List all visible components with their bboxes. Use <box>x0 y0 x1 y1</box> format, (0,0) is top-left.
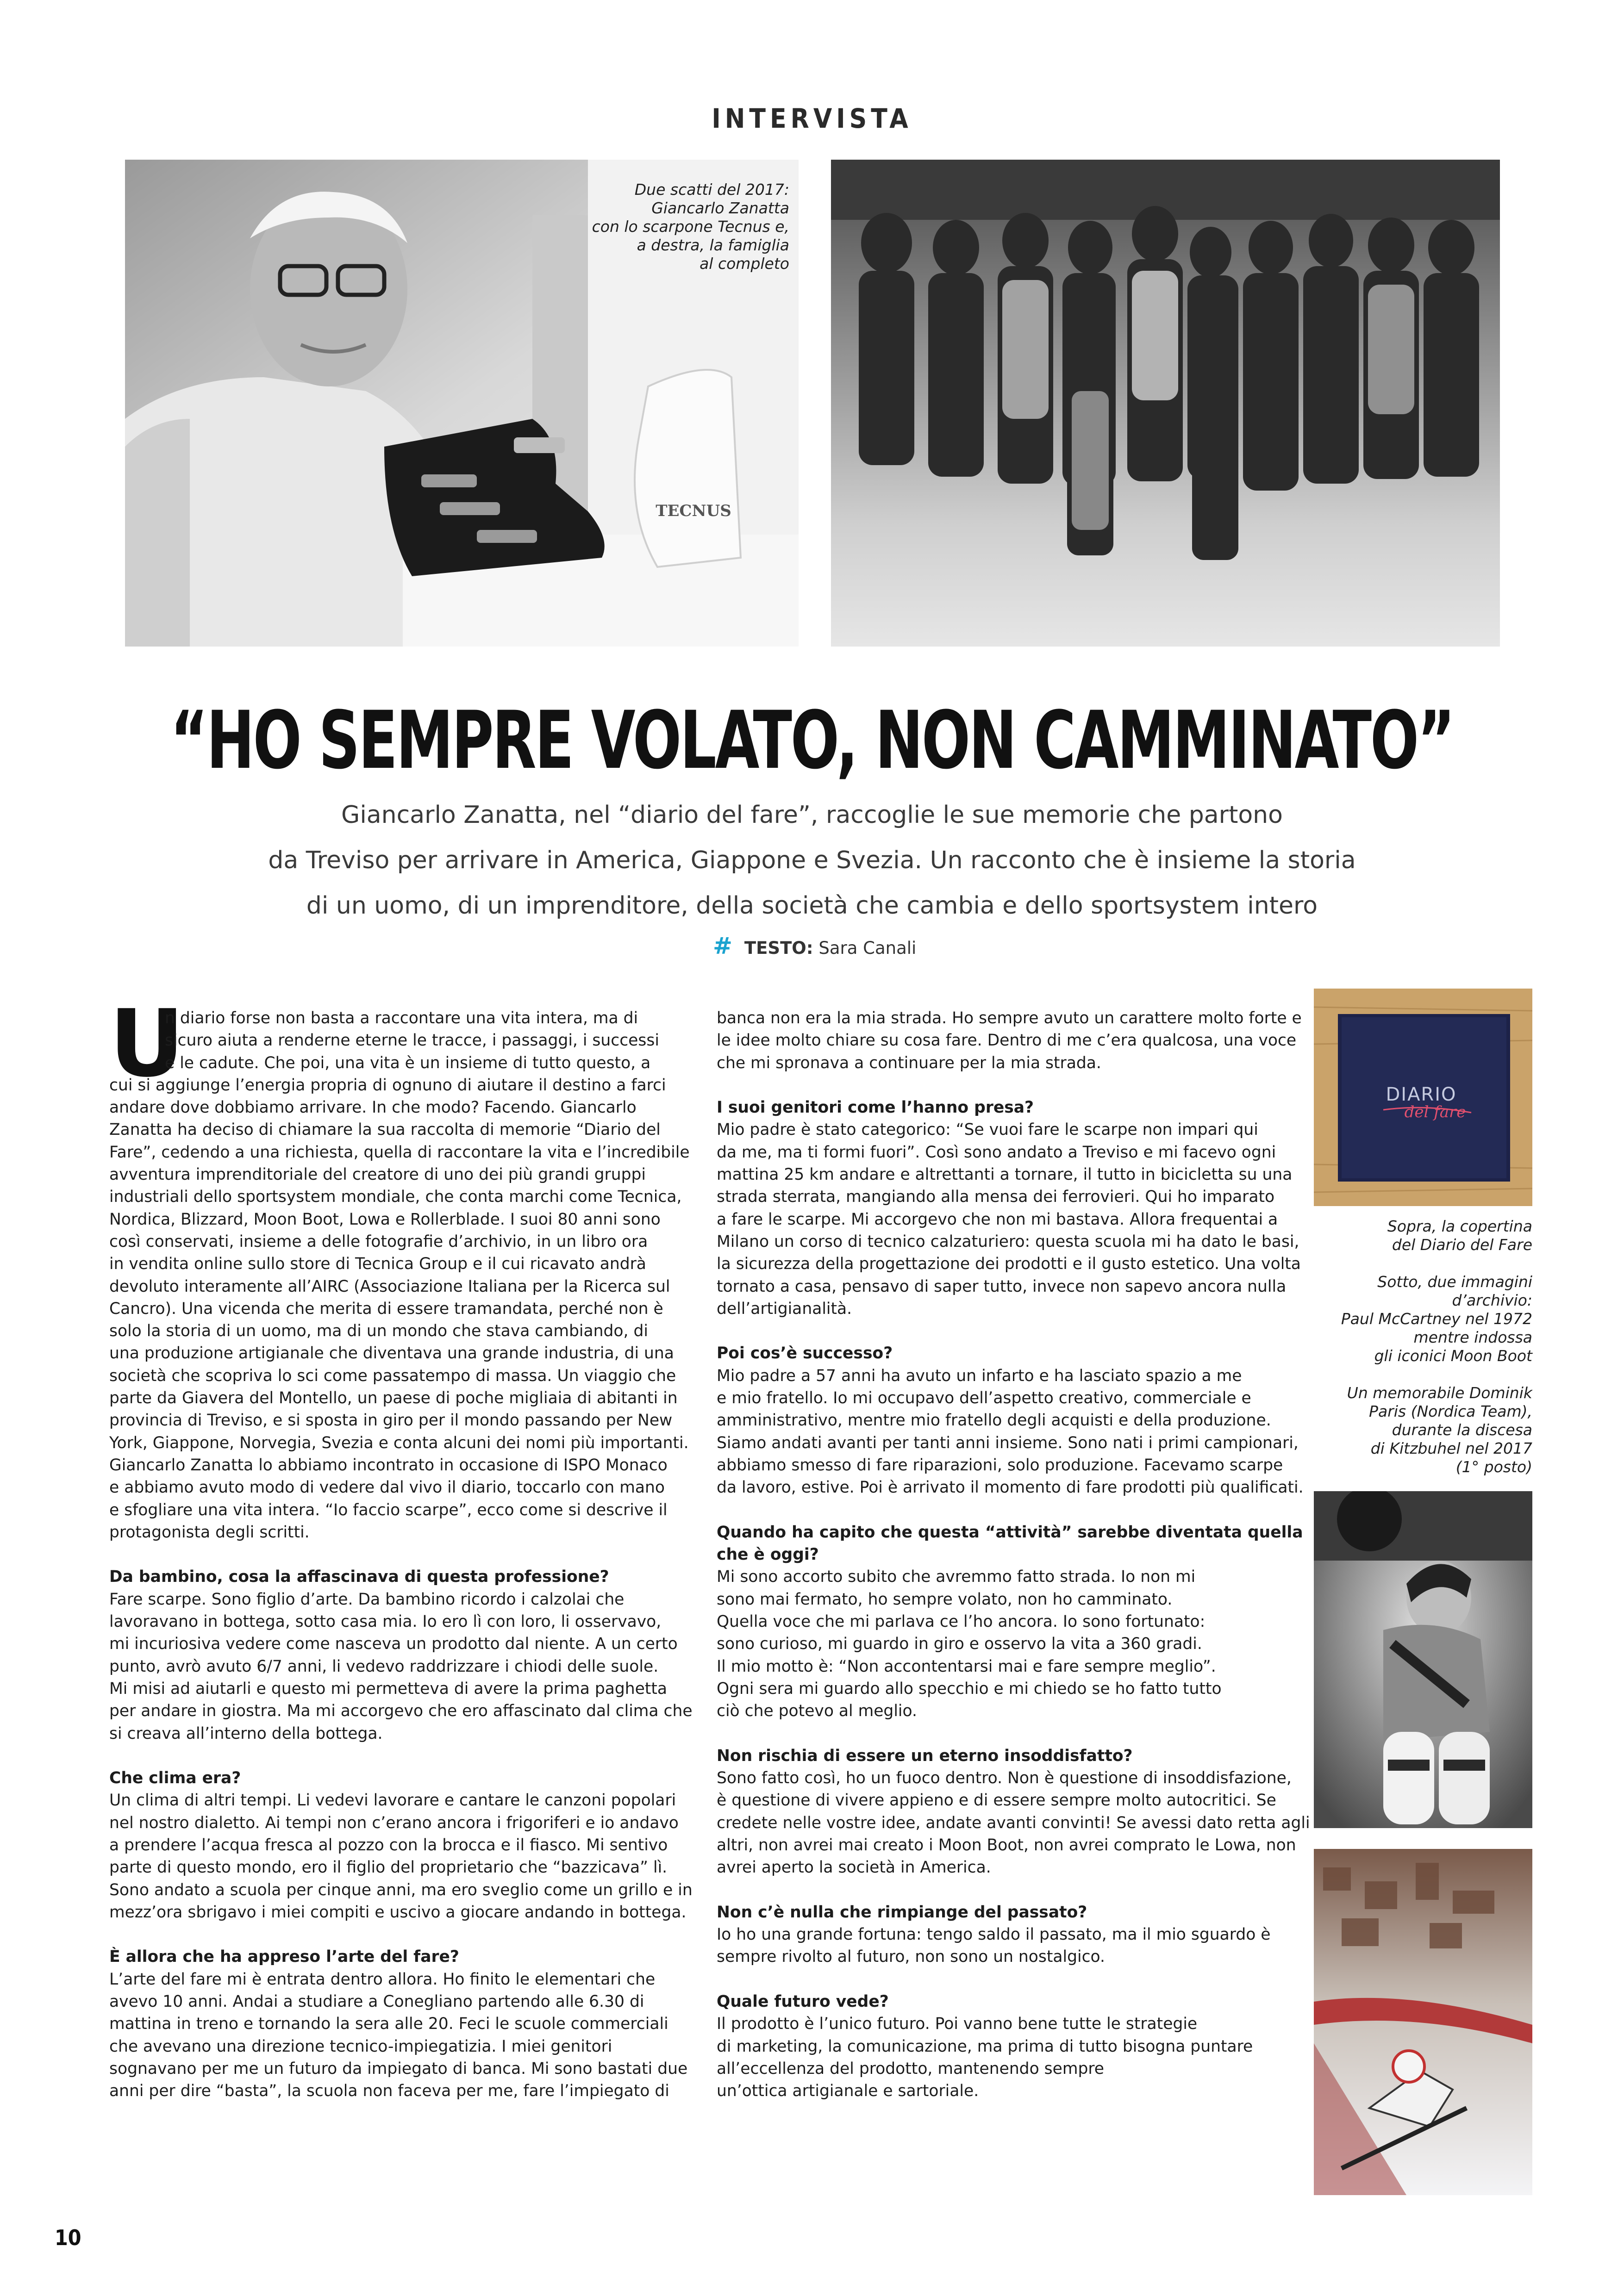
subtitle-line: da Treviso per arrivare in America, Giappone e Svezia. Un racconto che è insieme la storia <box>268 846 1356 874</box>
body-text-line: Il mio motto è: “Non accontentarsi mai e fare sempre meglio”. <box>717 1657 1216 1676</box>
photo-caption-line: Due scatti del 2017: <box>634 180 789 199</box>
body-text-line: andare dove dobbiamo arrivare. In che modo? Facendo. Giancarlo <box>109 1098 637 1117</box>
body-text-line: Mi sono accorto subito che avremmo fatto strada. Io non mi <box>717 1568 1196 1587</box>
body-text-line: avevo 10 anni. Andai a studiare a Conegliano partendo alle 6.30 di <box>109 1992 644 2011</box>
body-text-line: che mi spronava a continuare per la mia strada. <box>717 1053 1101 1072</box>
body-text-line: sicuro aiuta a renderne eterne le tracce, i passaggi, i successi <box>165 1031 659 1050</box>
paragraph-gap <box>109 1745 693 1767</box>
body-text-line: banca non era la mia strada. Ho sempre avuto un carattere molto forte e <box>717 1009 1302 1027</box>
book-title: DIARIO <box>1386 1084 1457 1105</box>
photo-paul-mccartney <box>1314 1491 1532 1828</box>
body-text-line: York, Giappone, Norvegia, Svezia e conta alcuni dei nomi più importanti. <box>109 1433 689 1452</box>
body-text-line: solo la storia di un uomo, ma di un mondo che stava cambiando, di <box>109 1322 648 1341</box>
sidebar-caption-line: Paul McCartney nel 1972 <box>1341 1310 1532 1328</box>
interview-question: Quando ha capito che questa “attività” sarebbe diventata quella <box>717 1523 1303 1542</box>
photo-dominik-paris-kitzbuhel <box>1314 1849 1532 2195</box>
body-text-line: Sono fatto così, ho un fuoco dentro. Non è questione di insoddisfazione, <box>717 1769 1292 1788</box>
body-text-line: sempre rivolto al futuro, non sono un nostalgico. <box>717 1948 1106 1966</box>
body-text-line: sognavano per me un futuro da impiegato di banca. Mi sono bastati due <box>109 2059 688 2078</box>
body-text-line: da lavoro, estive. Poi è arrivato il momento di fare prodotti più qualificati. <box>717 1478 1304 1497</box>
body-text-line: mi incuriosiva vedere come nasceva un prodotto dal niente. A un certo <box>109 1635 678 1654</box>
body-text-line: così conservati, insieme a delle fotografie d’archivio, in un libro ora <box>109 1232 648 1251</box>
sidebar-caption-line: durante la discesa <box>1392 1421 1532 1439</box>
body-text-line: e mio fratello. Io mi occupavo dell’aspetto creativo, commerciale e <box>717 1389 1251 1408</box>
photo-family <box>831 160 1500 647</box>
body-text-line: la sicurezza della progettazione dei prodotti e il gusto estetico. Una volta <box>717 1255 1301 1274</box>
body-text-line: Mio padre a 57 anni ha avuto un infarto e ha lasciato spazio a me <box>717 1366 1242 1385</box>
body-text-line: altri, non avrei mai creato i Moon Boot, non avrei comprato le Lowa, non <box>717 1836 1296 1854</box>
interview-question: Non rischia di essere un eterno insoddisfatto? <box>717 1746 1133 1765</box>
body-text-line: Siamo andati avanti per tanti anni insieme. Sono nati i primi campionari, <box>717 1433 1299 1452</box>
sidebar-caption-line: Sotto, due immagini <box>1377 1273 1532 1291</box>
body-text-line: avrei aperto la società in America. <box>717 1858 991 1877</box>
body-text-line: strada sterrata, mangiando alla mensa dei ferrovieri. Qui ho imparato <box>717 1188 1275 1207</box>
body-text-line: credete nelle vostre idee, andate avanti convinti! Se avessi dato retta agli <box>717 1813 1310 1832</box>
paragraph-gap <box>717 1074 1300 1096</box>
interview-question: che è oggi? <box>717 1545 819 1564</box>
interview-question: Poi cos’è successo? <box>717 1344 893 1363</box>
body-text-line: a fare le scarpe. Mi accorgevo che non mi bastava. Allora frequentai a <box>717 1210 1278 1229</box>
body-text-line: Sono andato a scuola per cinque anni, ma ero sveglio come un grillo e in <box>109 1880 693 1899</box>
body-text-line: Il prodotto è l’unico futuro. Poi vanno bene tutte le strategie <box>717 2015 1198 2034</box>
paragraph-gap <box>717 1499 1300 1521</box>
interview-question: Che clima era? <box>109 1769 241 1788</box>
body-text-line: industriali dello sportsystem mondiale, che conta marchi come Tecnica, <box>109 1188 682 1207</box>
headline: “HO SEMPRE VOLATO, NON CAMMINATO” <box>170 694 1454 787</box>
interview-question: Quale futuro vede? <box>717 1992 889 2011</box>
hash-icon: # <box>713 933 732 959</box>
caption-gap <box>1296 1365 1532 1384</box>
article-column-left <box>109 990 693 2103</box>
subtitle-line: Giancarlo Zanatta, nel “diario del fare”, raccoglie le sue memorie che partono <box>341 801 1283 829</box>
body-text-line: in vendita online sullo store di Tecnica Group e il cui ricavato andrà <box>109 1255 646 1274</box>
drop-cap: U <box>109 990 185 1098</box>
body-text-line: un’ottica artigianale e sartoriale. <box>717 2082 979 2101</box>
sidebar-caption-line: mentre indossa <box>1413 1328 1532 1346</box>
body-text-line: provincia di Treviso, e si sposta in giro per il mondo passando per New <box>109 1411 673 1430</box>
body-text-line: L’arte del fare mi è entrata dentro allora. Ho finito le elementari che <box>109 1970 656 1989</box>
body-text-line: le idee molto chiare su cosa fare. Dentro di me c’era qualcosa, una voce <box>717 1031 1297 1050</box>
page-number: 10 <box>55 2225 81 2250</box>
body-text-line: all’eccellenza del prodotto, mantenendo sempre <box>717 2059 1105 2078</box>
paragraph-gap <box>717 1723 1300 1745</box>
photo-book-cover <box>1314 989 1532 1206</box>
body-text-line: a prendere l’acqua fresca al pozzo con la brocca e il fiasco. Mi sentivo <box>109 1836 668 1854</box>
section-label: INTERVISTA <box>712 103 912 134</box>
body-text-line: Un clima di altri tempi. Li vedevi lavorare e cantare le canzoni popolari <box>109 1791 676 1810</box>
paragraph-gap <box>109 1543 693 1566</box>
sidebar-caption-line: Paris (Nordica Team), <box>1369 1402 1532 1420</box>
body-text-line: società che scopriva lo sci come passatempo di massa. Un viaggio che <box>109 1366 676 1385</box>
photo-caption-line: al completo <box>700 255 789 273</box>
body-text-line: punto, avrò avuto 6/7 anni, li vedevo raddrizzare i chiodi delle suole. <box>109 1657 659 1676</box>
paragraph-gap <box>717 1879 1300 1901</box>
interview-question: È allora che ha appreso l’arte del fare? <box>109 1948 459 1966</box>
body-text-line: Fare”, cedendo a una richiesta, quella di raccontare la vita e l’incredibile <box>109 1143 690 1162</box>
body-text-line: lavoravano in bottega, sotto casa mia. Io ero lì con loro, li osservavo, <box>109 1612 662 1631</box>
body-text-line: parte da Giavera del Montello, un paese di poche migliaia di abitanti in <box>109 1389 678 1408</box>
body-text-line: devoluto interamente all’AIRC (Associazione Italiana per la Ricerca sul <box>109 1277 670 1296</box>
author-credit <box>713 933 916 959</box>
body-text-line: di marketing, la comunicazione, ma prima di tutto bisogna puntare <box>717 2037 1253 2056</box>
body-text-line: amministrativo, mentre mio fratello degli acquisti e della produzione. <box>717 1411 1271 1430</box>
paragraph-gap <box>717 1968 1300 1991</box>
photo-caption-line: Giancarlo Zanatta <box>651 199 789 217</box>
body-text-line: da me, ma ti formi fuori”. Così sono andato a Treviso e mi facevo ogni <box>717 1143 1276 1162</box>
boot-lettering: TECNUS <box>656 502 731 520</box>
body-text-line: sono mai fermato, ho sempre volato, non ho camminato. <box>717 1590 1173 1609</box>
body-text-line: Io ho una grande fortuna: tengo saldo il passato, ma il mio sguardo è <box>717 1925 1271 1944</box>
photo-caption-line: a destra, la famiglia <box>637 236 789 254</box>
photo-caption <box>556 180 789 273</box>
body-text-line: Milano un corso di tecnico calzaturiero: questa scuola mi ha dato le basi, <box>717 1232 1299 1251</box>
body-text-line: n diario forse non basta a raccontare una vita intera, ma di <box>165 1009 638 1027</box>
body-text-line: e abbiamo avuto modo di vedere dal vivo il diario, toccarlo con mano <box>109 1478 665 1497</box>
body-text-line: Nordica, Blizzard, Moon Boot, Lowa e Rollerblade. I suoi 80 anni sono <box>109 1210 661 1229</box>
body-text-line: Giancarlo Zanatta lo abbiamo incontrato in occasione di ISPO Monaco <box>109 1456 668 1475</box>
sidebar-caption-line: Un memorabile Dominik <box>1347 1384 1532 1402</box>
paragraph-gap <box>109 1923 693 1946</box>
sidebar-caption-line: del Diario del Fare <box>1392 1236 1532 1254</box>
body-text-line: abbiamo smesso di fare riparazioni, solo produzione. Facevamo scarpe <box>717 1456 1283 1475</box>
body-text-line: Cancro). Una vicenda che merita di essere tramandata, perché non è <box>109 1299 663 1318</box>
body-text-line: Mi misi ad aiutarli e questo mi permetteva di avere la prima paghetta <box>109 1679 668 1698</box>
body-text-line: che avevano una direzione tecnico-impiegatizia. I miei genitori <box>109 2037 612 2056</box>
body-text-line: si creava all’interno della bottega. <box>109 1724 383 1743</box>
sidebar-caption-line: gli iconici Moon Boot <box>1374 1347 1532 1365</box>
body-text-line: Quella voce che mi parlava ce l’ho ancora. Io sono fortunato: <box>717 1612 1206 1631</box>
body-text-line: avventura imprenditoriale del creatore di uno dei più grandi gruppi <box>109 1165 646 1184</box>
body-text-line: anni per dire “basta”, la scuola non faceva per me, fare l’impiegato di <box>109 2082 669 2101</box>
body-text-line: protagonista degli scritti. <box>109 1523 310 1542</box>
interview-question: Da bambino, cosa la affascinava di questa professione? <box>109 1568 609 1587</box>
body-text-line: dell’artigianalità. <box>717 1299 852 1318</box>
body-text-line: Zanatta ha deciso di chiamare la sua raccolta di memorie “Diario del <box>109 1120 661 1139</box>
subtitle-line: di un uomo, di un imprenditore, della società che cambia e dello sportsystem intero <box>306 892 1318 920</box>
body-text-line: Fare scarpe. Sono figlio d’arte. Da bambino ricordo i calzolai che <box>109 1590 625 1609</box>
body-text-line: ciò che potevo al meglio. <box>717 1702 917 1721</box>
body-text-line: una produzione artigianale che diventava una grande industria, di una <box>109 1344 674 1363</box>
sidebar-caption <box>1296 1217 1532 1476</box>
subtitle <box>139 792 1485 928</box>
body-text-line: sono curioso, mi guardo in giro e osservo la vita a 360 gradi. <box>717 1635 1202 1654</box>
sidebar-caption-line: di Kitzbuhel nel 2017 <box>1370 1439 1532 1457</box>
paragraph-gap <box>717 1320 1300 1342</box>
body-text-line: per andare in giostra. Ma mi accorgevo che ero affascinato dal clima che <box>109 1702 693 1721</box>
sidebar-caption-line: Sopra, la copertina <box>1387 1217 1532 1235</box>
body-text-line: mezz’ora sbrigavo i miei compiti e uscivo a giocare andando in bottega. <box>109 1903 687 1922</box>
caption-gap <box>1296 1254 1532 1273</box>
body-text-line: Ogni sera mi guardo allo specchio e mi chiedo se ho fatto tutto <box>717 1679 1222 1698</box>
body-text-line: tornato a casa, pensavo di saper tutto, invece non sapevo ancora nulla <box>717 1277 1287 1296</box>
body-text-line: e le cadute. Che poi, una vita è un insieme di tutto questo, a <box>165 1053 651 1072</box>
sidebar-caption-line: d’archivio: <box>1452 1291 1532 1309</box>
credit-author: Sara Canali <box>818 938 917 958</box>
sidebar-caption-line: (1° posto) <box>1455 1458 1532 1476</box>
article-column-right <box>717 1007 1310 2103</box>
interview-question: I suoi genitori come l’hanno presa? <box>717 1098 1034 1117</box>
body-text-line: parte di questo mondo, ero il figlio del proprietario che “bazzicava” lì. <box>109 1858 668 1877</box>
book-subtitle: del fare <box>1404 1103 1466 1121</box>
credit-label: TESTO: <box>744 938 813 958</box>
body-text-line: è questione di vivere appieno e di essere sempre molto autocritici. Se <box>717 1791 1276 1810</box>
photo-caption-line: con lo scarpone Tecnus e, <box>592 218 789 236</box>
body-text-line: cui si aggiunge l’energia propria di ognuno di aiutare il destino a farci <box>109 1076 666 1095</box>
body-text-line: mattina 25 km andare e altrettanti a tornare, il tutto in bicicletta su una <box>717 1165 1293 1184</box>
interview-question: Non c’è nulla che rimpiange del passato? <box>717 1903 1087 1922</box>
body-text-line: e sfogliare una vita intera. “Io faccio scarpe”, ecco come si descrive il <box>109 1500 668 1519</box>
body-text-line: nel nostro dialetto. Ai tempi non c’erano ancora i frigoriferi e io andavo <box>109 1813 679 1832</box>
body-text-line: Mio padre è stato categorico: “Se vuoi fare le scarpe non impari qui <box>717 1120 1258 1139</box>
body-text-line: mattina in treno e tornando la sera alle 20. Feci le scuole commerciali <box>109 2015 668 2034</box>
